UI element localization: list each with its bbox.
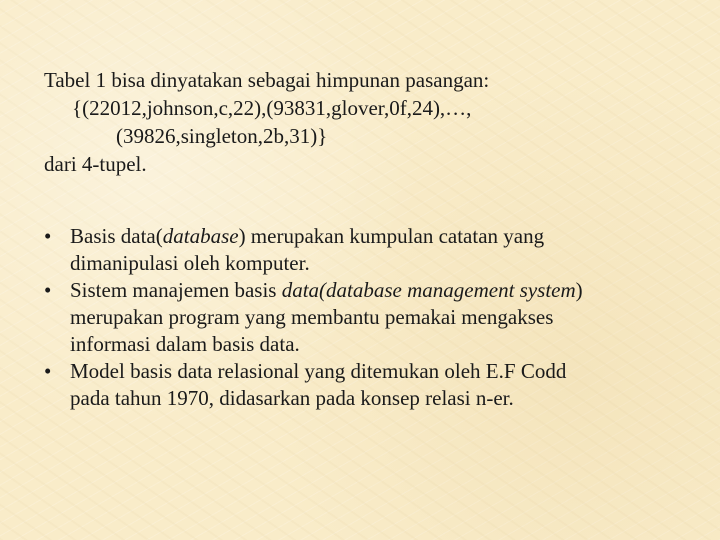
bullet-2-line-3: informasi dalam basis data. xyxy=(70,332,300,356)
bullet-2-line-2: merupakan program yang membantu pemakai mengakses xyxy=(70,305,554,329)
tuple-set-line-1: {(22012,johnson,c,22),(93831,glover,0f,24),…, xyxy=(72,96,472,120)
bullet-item-relational-model xyxy=(44,358,694,412)
tuple-set-line-2: (39826,singleton,2b,31)} xyxy=(116,124,328,148)
intro-line-4: dari 4-tupel. xyxy=(44,152,147,176)
bullet-dot-icon: • xyxy=(44,278,52,302)
intro-paragraph xyxy=(44,66,694,178)
bullet-1-text-a: Basis data( xyxy=(70,224,163,248)
bullet-item-dbms xyxy=(44,277,694,358)
bullet-1-line-2: dimanipulasi oleh komputer. xyxy=(70,251,310,275)
bullet-2-line-1 xyxy=(70,277,694,304)
bullet-1-text-b: ) merupakan kumpulan catatan yang xyxy=(238,224,545,248)
intro-line-1: Tabel 1 bisa dinyatakan sebagai himpunan pasangan: xyxy=(44,68,490,92)
bullet-list xyxy=(44,223,694,412)
bullet-3-line-2: pada tahun 1970, didasarkan pada konsep relasi n-er. xyxy=(70,386,514,410)
bullet-item-basis-data xyxy=(44,223,694,277)
bullet-1-term: database xyxy=(162,224,239,248)
bullet-2-text-a: Sistem manajemen basis xyxy=(70,278,282,302)
bullet-dot-icon: • xyxy=(44,224,52,248)
bullet-2-text-b: ) xyxy=(575,278,583,302)
bullet-3-line-1: Model basis data relasional yang ditemukan oleh E.F Codd xyxy=(70,359,567,383)
bullet-dot-icon: • xyxy=(44,359,52,383)
bullet-2-term: data(database management system xyxy=(281,278,576,302)
bullet-1-line-1 xyxy=(70,223,694,250)
